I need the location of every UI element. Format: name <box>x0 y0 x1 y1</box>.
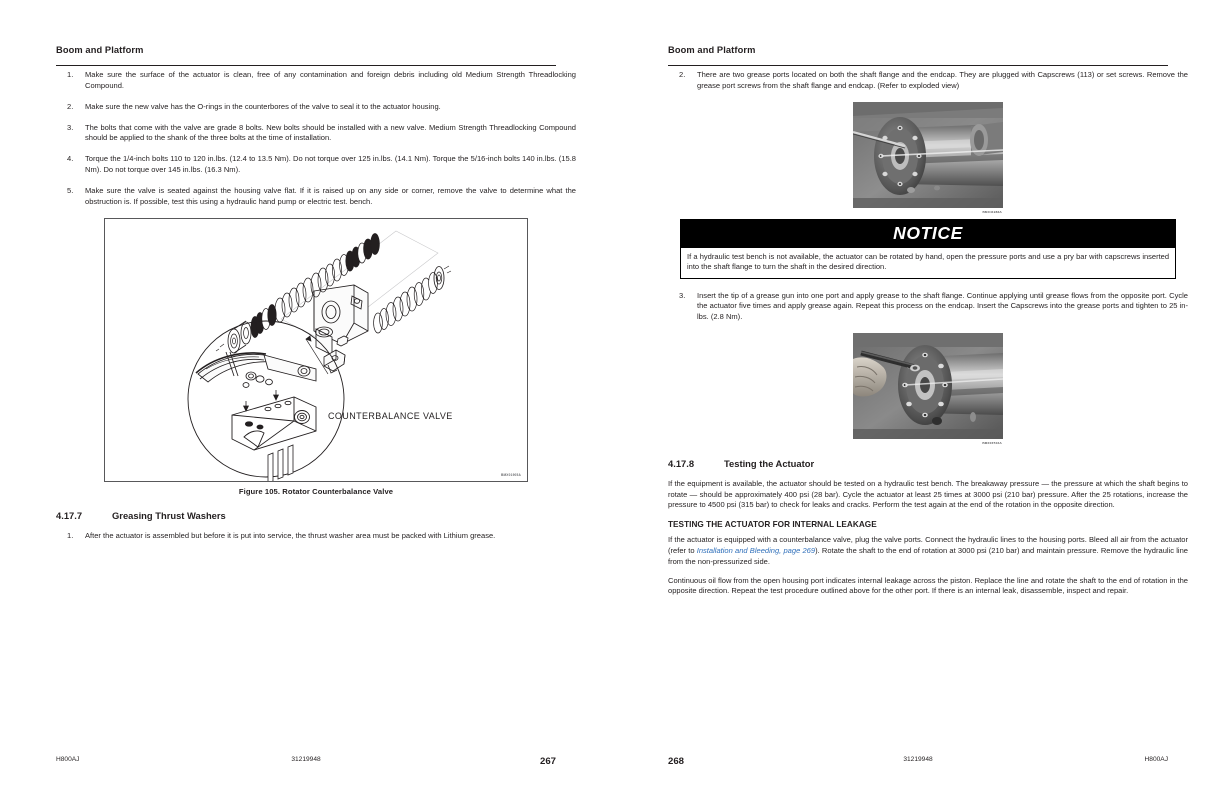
figure-105-frame <box>104 218 528 482</box>
page-header-right <box>668 44 1168 66</box>
instruction-list-greasing <box>56 531 576 542</box>
page-right <box>612 0 1224 792</box>
page-footer-right <box>668 748 1168 792</box>
testing-paragraph: If the equipment is available, the actuator should be tested on a hydraulic test bench. The breakaway pressure — the pressure at which the shaft begins to rotate — should be approximately 400 psi (28 bar). Cycle the actuator at least 25 times at 3000 psi (210 bar) pressure. After the 25 rotations, increase the pressure to 4500 psi (315 bar) to check for leaks and cracks. Perform the test again at the end of the rotation in the opposite direction. <box>668 479 1188 510</box>
footer-page-number: 267 <box>540 756 557 767</box>
section-heading-4-17-7 <box>56 509 576 522</box>
list-item-text: Make sure the valve is seated against the housing valve flat. If it is raised up on any side or corner, remove the valve to determine what the obstruction is. If possible, test this using a hydraulic hand pump or electric test. bench. <box>85 186 576 206</box>
footer-part-number: 31219948 <box>291 756 321 763</box>
photo-grease-gun-application <box>853 333 1003 446</box>
footer-page-number: 268 <box>668 756 685 767</box>
list-item-text: Make sure the new valve has the O-rings in the counterbores of the valve to seal it to the actuator housing. <box>85 101 441 111</box>
section-title: Greasing Thrust Washers <box>112 509 226 521</box>
leakage-text-before-link: If the actuator is equipped with a counterbalance valve, plug the valve ports. Connect the hydraulic lines to the housing ports. Bleed all air from the actuator (refer to <box>668 535 1188 556</box>
header-rule <box>56 65 556 66</box>
instruction-list-right-1 <box>668 70 1188 91</box>
figure-callout-label: COUNTERBALANCE VALVE <box>328 410 453 421</box>
page-footer-left <box>56 748 556 792</box>
list-item <box>56 70 576 91</box>
section-number: 4.17.7 <box>56 509 83 521</box>
header-title: Boom and Platform <box>56 45 144 55</box>
list-item <box>56 531 576 542</box>
list-item <box>56 154 576 175</box>
photo-shaft-flange-ports <box>853 102 1003 214</box>
list-item-number: 3. <box>67 122 74 132</box>
list-item-text: Insert the tip of a grease gun into one port and apply grease to the shaft flange. Continue applying until grease flows from the opposite port. Cycle the actuator five times and apply grease again. Repeat this process on the endcap. Insert the Capscrews into the grease ports and tighten to 25 in-lbs. (2.8 Nm). <box>697 290 1188 322</box>
list-item <box>56 186 576 207</box>
list-item-number: 1. <box>67 530 74 540</box>
rotator-counterbalance-valve-diagram <box>105 219 527 481</box>
section-number: 4.17.8 <box>668 458 695 470</box>
footer-model: H800AJ <box>1144 756 1169 763</box>
list-item-number: 3. <box>679 290 686 300</box>
page-header-left <box>56 44 556 66</box>
leakage-paragraph-1 <box>668 535 1188 567</box>
instruction-list-left <box>56 70 576 207</box>
list-item-number: 5. <box>67 186 74 196</box>
list-item-text: The bolts that come with the valve are grade 8 bolts. New bolts should be installed with a new valve. Medium Strength Threadlocking Compound should be applied to the shank of the three bolts at the time of installation. <box>85 122 576 143</box>
list-item <box>56 102 576 113</box>
photo-id-label: BMX41983A <box>982 209 1002 214</box>
header-title: Boom and Platform <box>668 45 756 55</box>
figure-caption: Figure 105. Rotator Counterbalance Valve <box>238 486 394 496</box>
header-rule <box>668 65 1168 66</box>
list-item-text: There are two grease ports located on both the shaft flange and the endcap. They are plugged with Capscrews (113) or set screws. Remove the grease port screws from the shaft flange and endcap. (Refer to exploded view) <box>697 70 1188 90</box>
section-heading-4-17-8 <box>668 457 1188 470</box>
right-content <box>668 70 1188 605</box>
notice-heading: NOTICE <box>681 220 1175 248</box>
cross-reference-link[interactable]: Installation and Bleeding, page 269 <box>696 546 816 556</box>
section-title: Testing the Actuator <box>724 458 815 470</box>
photo-1-image <box>853 102 1003 208</box>
list-item-number: 2. <box>67 101 74 111</box>
footer-part-number: 31219948 <box>903 756 933 763</box>
left-content <box>56 70 576 552</box>
list-item-number: 1. <box>67 70 74 79</box>
list-item <box>668 291 1188 323</box>
list-item <box>56 123 576 144</box>
list-item-text: After the actuator is assembled but before it is put into service, the thrust washer area must be packed with Lithium grease. <box>85 530 496 540</box>
instruction-list-right-2 <box>668 291 1188 323</box>
footer-model: H800AJ <box>56 756 80 763</box>
subsection-heading-internal-leakage: TESTING THE ACTUATOR FOR INTERNAL LEAKAGE <box>668 520 877 530</box>
list-item-number: 2. <box>679 70 686 79</box>
list-item-number: 4. <box>67 154 74 164</box>
notice-body-text: If a hydraulic test bench is not available, the actuator can be rotated by hand, open the pressure ports and use a pry bar with capscrews inserted into the shaft flange to turn the shaft in the desired direction. <box>687 251 1169 272</box>
photo-2-image <box>853 333 1003 439</box>
figure-id-label: BMX01905A <box>500 472 521 477</box>
list-item <box>668 70 1188 91</box>
photo-id-label: BMX0F504A <box>982 441 1002 446</box>
leakage-paragraph-2: Continuous oil flow from the open housing port indicates internal leakage across the piston. Replace the line and rotate the shaft to the end of rotation in the opposite direction. Repeat the test procedure outlined above for the other port. If there is an internal leak, disassemble, inspect and repair. <box>668 575 1188 596</box>
notice-box <box>680 219 1176 279</box>
list-item-text: Torque the 1/4-inch bolts 110 to 120 in.lbs. (12.4 to 13.5 Nm). Do not torque over 125 in.lbs. (14.1 Nm). Torque the 5/16-inch bolts 140 in.lbs. (15.8 Nm). Do not torque over 145 in.lbs. (16.3 Nm). <box>85 154 576 175</box>
leakage-text-after-link: ). Rotate the shaft to the end of rotation at 3000 psi (210 bar) and maintain pressure. Remove the hydraulic line from the non-pressurized side. <box>668 546 1188 566</box>
list-item-text: Make sure the surface of the actuator is clean, free of any contamination and foreign debris including old Medium Strength Threadlocking Compound. <box>85 70 576 90</box>
